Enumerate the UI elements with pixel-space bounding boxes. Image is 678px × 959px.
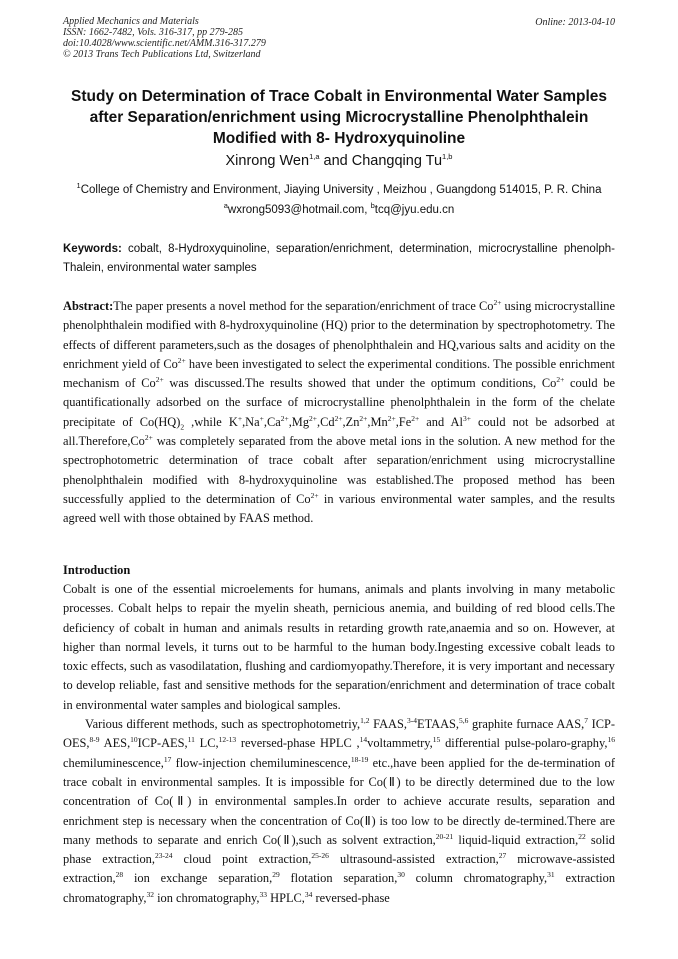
- intro-text: ICP-AES,: [137, 736, 188, 751]
- abstract-text: could be quantificationally adsorbed on the surface of microcrystalline phenolphthalein in the form of the chelate precipitate of Co(HQ): [63, 376, 616, 429]
- abstract-text: ,while K: [184, 414, 238, 429]
- abstract-text: ,Mg: [288, 414, 310, 429]
- citation-ref[interactable]: 30: [397, 870, 405, 880]
- affiliation-text: College of Chemistry and Environment, Jiaying University , Meizhou , Guangdong 514015, P. R. China: [80, 184, 602, 196]
- citation-ref[interactable]: 22: [578, 831, 586, 841]
- issn-line: ISSN: 1662-7482, Vols. 316-317, pp 279-285: [63, 27, 243, 38]
- abstract: [63, 297, 615, 529]
- ion-charge: 2+: [144, 432, 153, 442]
- citation-ref[interactable]: 34: [304, 889, 313, 899]
- title-line-2: after Separation/enrichment using Microcrystalline Phenolphthalein: [89, 109, 589, 126]
- subscript: 2: [180, 422, 185, 432]
- ion-charge: 2+: [177, 355, 186, 365]
- ion-charge: 2+: [556, 375, 565, 385]
- affiliation-marker: 1: [76, 181, 81, 191]
- intro-text: ICP-OES,: [63, 717, 615, 751]
- author-1: Xinrong Wen: [225, 153, 310, 169]
- ion-charge: 2+: [411, 413, 420, 423]
- intro-text: voltammetry,: [367, 736, 433, 751]
- keywords-label: Keywords:: [63, 243, 122, 255]
- intro-text: ETAAS,: [417, 717, 460, 732]
- intro-paragraph-1: Cobalt is one of the essential microelements for humans, animals and plants involving in many metabolic processes. Cobalt helps to repair the myelin sheath, pernicious anemia, and building of red blood cells.The deficiency of cobalt in human and animals results in retarding growth rate,anaemia and so on. However, at higher than normal levels, it turns out to be harmful to the human body.Ingesting excessive cobalt leads to toxic effects, such as vasodilatation, flushing and cardiomyopathy.Therefore, it is very important and necessary to develop reliable, fast and sensitive methods for the separation/enrichment and determination of trace cobalt in environmental water samples and biological samples.: [63, 582, 615, 712]
- abstract-text: was discussed.The results showed that under the optimum conditions, Co: [163, 376, 557, 391]
- ion-charge: 2+: [334, 413, 343, 423]
- citation-ref[interactable]: 32: [146, 889, 154, 899]
- ion-charge: 2+: [359, 413, 368, 423]
- abstract-text: have been investigated to select the experimental conditions. The possible enrichment mechanism of Co: [63, 356, 615, 391]
- citation-ref[interactable]: 3-4: [407, 715, 417, 725]
- abstract-text: ,Mn: [367, 414, 388, 429]
- citation-ref[interactable]: 31: [547, 870, 555, 880]
- title-line-3: Modified with 8- Hydroxyquinoline: [212, 130, 466, 147]
- citation-ref[interactable]: 33: [259, 889, 268, 899]
- email-b-marker: b: [370, 201, 375, 211]
- ion-charge: +: [259, 413, 264, 423]
- intro-text: FAAS,: [369, 717, 407, 732]
- author-2-affil: 1,b: [442, 152, 453, 162]
- intro-text: cloud point extraction,: [172, 852, 312, 867]
- ion-charge: 2+: [280, 413, 289, 423]
- copyright-line: © 2013 Trans Tech Publications Ltd, Switzerland: [63, 49, 261, 60]
- intro-text: flow-injection chemiluminescence,: [171, 755, 351, 770]
- citation-ref[interactable]: 29: [272, 870, 280, 880]
- keywords: [63, 240, 615, 278]
- citation-ref[interactable]: 28: [115, 870, 124, 880]
- intro-paragraph-2: [63, 715, 615, 908]
- introduction-body: [63, 580, 615, 908]
- ion-charge: 2+: [310, 490, 319, 500]
- ion-charge: 3+: [462, 413, 471, 423]
- intro-text: ion exchange separation,: [123, 871, 273, 886]
- intro-text: differential pulse-polaro-graphy,: [440, 736, 608, 751]
- citation-ref[interactable]: 14: [359, 735, 368, 745]
- author-list: [40, 153, 638, 169]
- keywords-text: cobalt, 8-Hydroxyquinoline, separation/enrichment, determination, microcrystalline phenolph-Thalein, environmental water samples: [63, 243, 615, 274]
- citation-ref[interactable]: 16: [607, 735, 615, 745]
- title-line-1: Study on Determination of Trace Cobalt in Environmental Water Samples: [71, 88, 607, 105]
- author-emails: [40, 201, 638, 216]
- intro-text: liquid-liquid extraction,: [453, 832, 579, 847]
- ion-charge: 2+: [309, 413, 317, 423]
- citation-ref[interactable]: 1,2: [360, 715, 370, 725]
- email-a[interactable]: wxrong5093@hotmail.com,: [227, 204, 371, 216]
- intro-text: extraction chromatography,: [63, 871, 616, 905]
- introduction-heading: Introduction: [63, 563, 131, 577]
- abstract-text: in various environmental water samples, and the results agreed well with those obtained by FAAS method.: [63, 491, 615, 526]
- ion-charge: 2+: [155, 375, 164, 385]
- affiliation: [40, 181, 638, 196]
- intro-text: column chromatography,: [404, 871, 548, 886]
- abstract-text: ,Cd: [317, 414, 335, 429]
- abstract-text: could not be adsorbed at all.Therefore,Co: [63, 414, 615, 449]
- citation-ref[interactable]: 11: [187, 735, 195, 745]
- abstract-text: using microcrystalline phenolphthalein modified with 8-hydroxyquinoline (HQ) prior to the determination by spectrophotometry. The effects of different parameters,such as the dosages of phenolphthalein and HQ,various salts and acidity on the enrichment yield of Co: [63, 299, 615, 371]
- intro-text: reversed-phase: [312, 890, 390, 905]
- citation-ref[interactable]: 20-21: [435, 831, 454, 841]
- citation-ref[interactable]: 8-9: [89, 735, 100, 745]
- citation-ref[interactable]: 27: [498, 851, 507, 861]
- citation-ref[interactable]: 7: [584, 715, 588, 725]
- citation-ref[interactable]: 23-24: [154, 851, 173, 861]
- author-2: Changqing Tu: [351, 153, 443, 169]
- journal-name: Applied Mechanics and Materials: [63, 16, 199, 27]
- citation-ref[interactable]: 15: [432, 735, 441, 745]
- abstract-text: and Al: [419, 414, 463, 429]
- intro-text: ion chromatography,: [154, 890, 260, 905]
- citation-ref[interactable]: 18-19: [350, 754, 369, 764]
- intro-text: ultrasound-assisted extraction,: [328, 852, 499, 867]
- intro-text: HPLC,: [267, 890, 305, 905]
- intro-text: microwave-assisted extraction,: [63, 852, 615, 886]
- citation-ref[interactable]: 5,6: [459, 715, 469, 725]
- citation-ref[interactable]: 25-26: [311, 851, 329, 861]
- abstract-text: The paper presents a novel method for the separation/enrichment of trace Co: [113, 299, 494, 313]
- intro-text: flotation separation,: [279, 871, 398, 886]
- intro-text: chemiluminescence,: [63, 755, 164, 770]
- abstract-text: ,Fe: [395, 414, 412, 429]
- intro-text: LC,: [194, 736, 219, 751]
- author-connector: and: [319, 153, 352, 169]
- ion-charge: 2+: [387, 413, 396, 423]
- ion-charge: +: [237, 413, 243, 423]
- online-date: Online: 2013-04-10: [535, 17, 615, 28]
- intro-text: solid phase extraction,: [63, 832, 615, 867]
- citation-ref[interactable]: 10: [130, 735, 138, 745]
- intro-text: Various different methods, such as spectrophotometriy,: [85, 717, 361, 732]
- intro-text: graphite furnace AAS,: [468, 717, 585, 732]
- abstract-text: ,Na: [242, 414, 260, 429]
- abstract-text: ,Ca: [263, 414, 281, 429]
- abstract-text: ,Zn: [342, 414, 360, 429]
- paper-title: [40, 86, 638, 149]
- doi-line[interactable]: doi:10.4028/www.scientific.net/AMM.316-317.279: [63, 38, 266, 49]
- email-b[interactable]: tcq@jyu.edu.cn: [374, 204, 455, 216]
- citation-ref[interactable]: 12-13: [218, 735, 237, 745]
- citation-ref[interactable]: 17: [163, 754, 172, 764]
- email-a-marker: a: [223, 201, 228, 211]
- abstract-label: Abstract:: [63, 299, 114, 313]
- abstract-text: was completely separated from the above metal ions in the solution. A new method for the spectrophotometric determination of trace cobalt after separation/enrichment using microcrystalline phenolphthalein modified with 8-hydroxyquinoline was established.The proposed method has been successfully applied to the determination of Co: [63, 434, 615, 506]
- ion-charge: 2+: [493, 297, 502, 307]
- intro-text: AES,: [99, 736, 131, 751]
- intro-text: etc.,have been applied for the de-termination of trace cobalt in environmental samples. It is impossible for Co(Ⅱ) to be directly determined due to the low concentration of Co(Ⅱ) in environmental samples.In order to achieve accurate results, separation and enrichment step is necessary when the concentration of Co(Ⅱ) is too low to be directly de-termined.There are many methods to separate and enrich Co(Ⅱ),such as solvent extraction,: [63, 755, 615, 847]
- author-1-affil: 1,a: [309, 152, 320, 162]
- intro-text: reversed-phase HPLC ,: [236, 736, 360, 751]
